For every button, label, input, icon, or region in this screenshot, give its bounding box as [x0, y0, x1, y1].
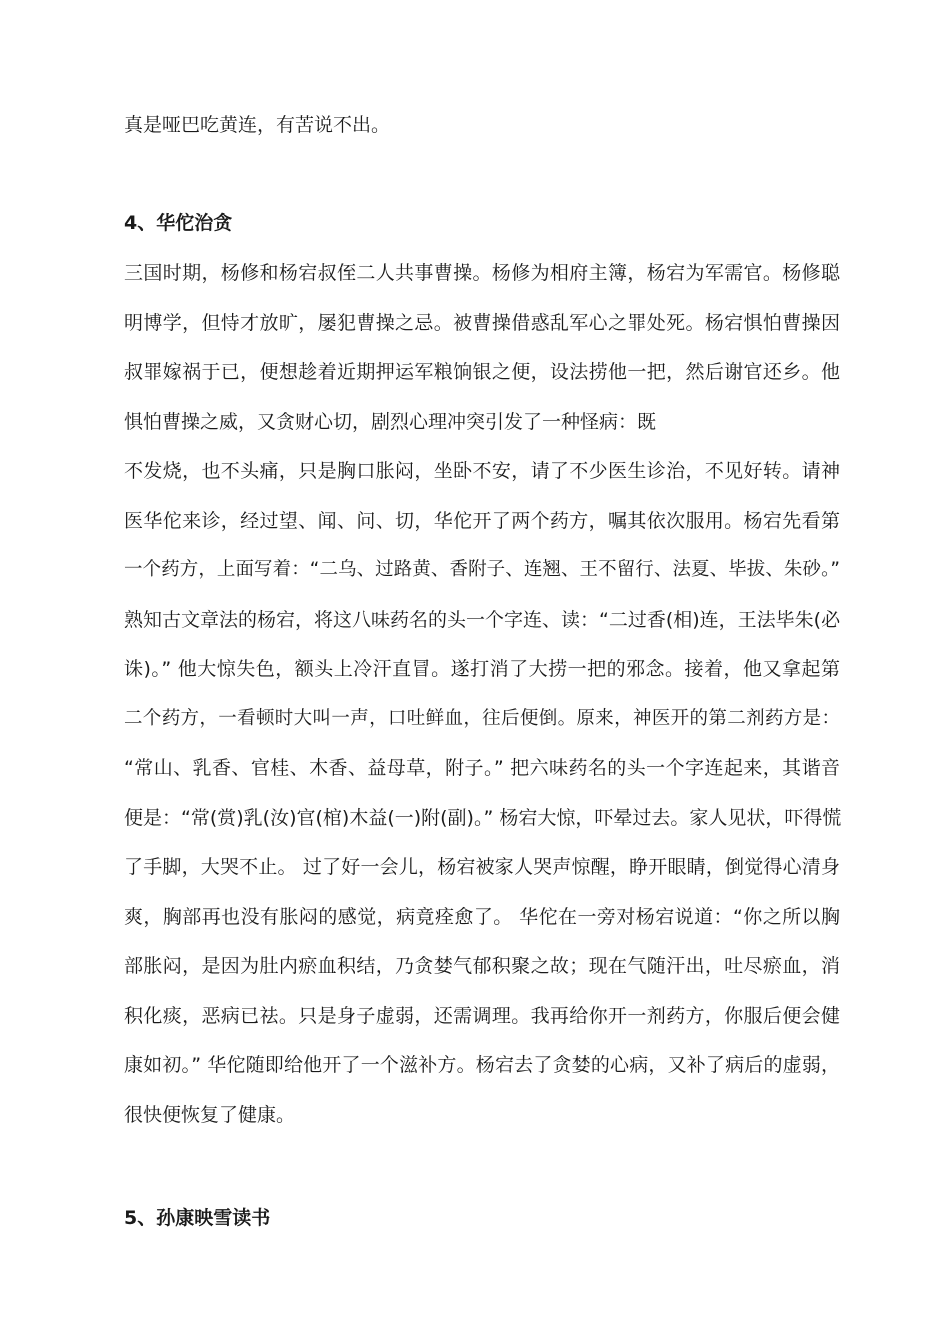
section-4-para2-line: 诛)。” 他大惊失色，额头上冷汗直冒。遂打消了大捞一把的邪念。接着，他又拿起第	[124, 658, 840, 680]
section-4-para1-line: 惧怕曹操之威，又贪财心切，剧烈心理冲突引发了一种怪病：既	[124, 411, 657, 433]
section-4-para2-line: 康如初。” 华佗随即给他开了一个滋补方。杨宕去了贪婪的心病，又补了病后的虚弱，	[124, 1054, 840, 1076]
section-4-para2-line: 爽，胸部再也没有胀闷的感觉，病竟痊愈了。 华佗在一旁对杨宕说道：“你之所以胸	[124, 906, 840, 928]
section-4-para1-line: 叔罪嫁祸于已，便想趁着近期押运军粮饷银之便，设法捞他一把，然后谢官还乡。他	[124, 361, 840, 383]
section-4-para2-line: 便是：“常(赏)乳(汝)官(棺)木益(一)附(副)。” 杨宕大惊，吓晕过去。家人见状，吓得慌	[124, 807, 842, 829]
section-4-para1-line: 三国时期，杨修和杨宕叔侄二人共事曹操。杨修为相府主簿，杨宕为军需官。杨修聪	[124, 262, 840, 284]
intro-line: 真是哑巴吃黄连，有苦说不出。	[124, 114, 391, 136]
section-4-para2-line: 很快便恢复了健康。	[124, 1104, 296, 1126]
section-4-para2-line: 部胀闷，是因为肚内瘀血积结，乃贪婪气郁积聚之故；现在气随汗出，吐尽瘀血，消	[124, 955, 840, 977]
section-4-para1-line: 明博学，但恃才放旷，屡犯曹操之忌。被曹操借惑乱军心之罪处死。杨宕惧怕曹操因	[124, 312, 840, 334]
section-4-heading: 4、华佗治贪	[124, 212, 233, 234]
section-4-para2-line: 不发烧，也不头痛，只是胸口胀闷，坐卧不安，请了不少医生诊治，不见好转。请神	[124, 460, 840, 482]
section-4-para2-line: 二个药方，一看顿时大叫一声，口吐鲜血，往后便倒。原来，神医开的第二剂药方是：	[124, 708, 840, 729]
section-4-para2-line: 医华佗来诊，经过望、闻、问、切，华佗开了两个药方，嘱其依次服用。杨宕先看第	[124, 510, 840, 532]
section-4-para2-line: 熟知古文章法的杨宕，将这八味药名的头一个字连、读：“二过香(相)连，王法毕朱(必	[124, 609, 841, 631]
section-4-para2-line: 了手脚，大哭不止。 过了好一会儿，杨宕被家人哭声惊醒，睁开眼睛，倒觉得心清身	[124, 856, 840, 878]
section-4-para2-line: 积化痰，恶病已祛。只是身子虚弱，还需调理。我再给你开一剂药方，你服后便会健	[124, 1005, 840, 1027]
section-4-para2-line: “常山、乳香、官桂、木香、益母草，附子。” 把六味药名的头一个字连起来，其谐音	[124, 757, 840, 779]
section-5-heading: 5、孙康映雪读书	[124, 1207, 271, 1229]
section-4-para2-line: 一个药方，上面写着：“二乌、过路黄、香附子、连翘、王不留行、法夏、毕拔、朱砂。”	[124, 559, 840, 580]
